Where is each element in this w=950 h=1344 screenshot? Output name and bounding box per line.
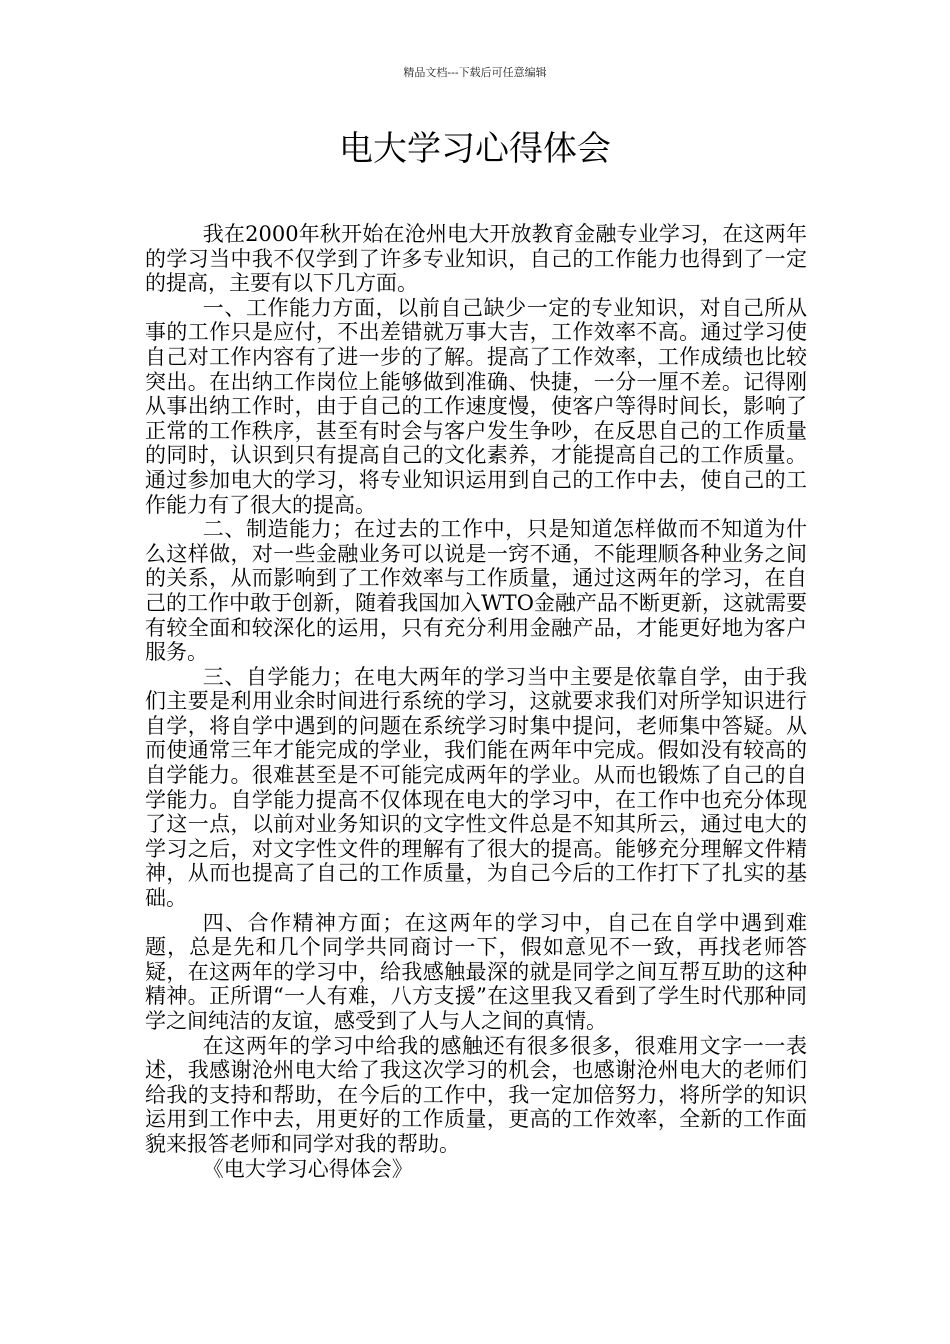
paragraph-self-study: 三、自学能力；在电大两年的学习当中主要是依靠自学，由于我们主要是利用业余时间进行系统的学习，这就要求我们对所学知识进行自学，将自学中遇到的问题在系统学习时集中提问，老师集中答疑。从而使通常三年才能完成的学业，我们能在两年中完成。假如没有较高的自学能力。很难甚至是不可能完成两年的学业。从而也锻炼了自己的自学能力。自学能力提高不仅体现在电大的学习中，在工作中也充分体现了这一点，以前对业务知识的文字性文件总是不知其所云，通过电大的学习之后，对文字性文件的理解有了很大的提高。能够充分理解文件精神，从而也提高了自己的工作质量，为自己今后的工作打下了扎实的基础。 — [145, 664, 807, 911]
paragraph-closing-title: 《电大学习心得体会》 — [202, 1156, 413, 1181]
paragraph-work-ability: 一、工作能力方面，以前自己缺少一定的专业知识，对自己所从事的工作只是应付，不出差错就万事大吉，工作效率不高。通过学习使自己对工作内容有了进一步的了解。提高了工作效率，工作成绩也比较突出。在出纳工作岗位上能够做到准确、快捷，一分一厘不差。记得刚从事出纳工作时，由于自己的工作速度慢，使客户等得时间长，影响了正常的工作秩序，甚至有时会与客户发生争吵，在反思自己的工作质量的同时，认识到只有提高自己的文化素养，才能提高自己的工作质量。通过参加电大的学习，将专业知识运用到自己的工作中去，使自己的工作能力有了很大的提高。 — [145, 295, 807, 517]
document-title: 电大学习心得体会 — [339, 129, 611, 169]
paragraph-creative-ability: 二、制造能力；在过去的工作中，只是知道怎样做而不知道为什么这样做，对一些金融业务可以说是一窍不通，不能理顺各种业务之间的关系，从而影响到了工作效率与工作质量，通过这两年的学习，在自己的工作中敢于创新，随着我国加入WTO金融产品不断更新，这就需要有较全面和较深化的运用，只有充分利用金融产品，才能更好地为客户服务。 — [145, 517, 807, 665]
header-note: 精品文档---下载后可任意编辑 — [403, 66, 547, 79]
document-body — [145, 222, 807, 1181]
paragraph-intro: 我在2000年秋开始在沧州电大开放教育金融专业学习，在这两年的学习当中我不仅学到了许多专业知识，自己的工作能力也得到了一定的提高，主要有以下几方面。 — [145, 222, 807, 296]
paragraph-conclusion: 在这两年的学习中给我的感触还有很多很多，很难用文字一一表述，我感谢沧州电大给了我这次学习的机会，也感谢沧州电大的老师们给我的支持和帮助，在今后的工作中，我一定加倍努力，将所学的知识运用到工作中去，用更好的工作质量，更高的工作效率，全新的工作面貌来报答老师和同学对我的帮助。 — [145, 1033, 807, 1156]
paragraph-teamwork: 四、合作精神方面；在这两年的学习中，自己在自学中遇到难题，总是先和几个同学共同商讨一下，假如意见不一致，再找老师答疑，在这两年的学习中，给我感触最深的就是同学之间互帮互助的这种精神。正所谓“一人有难，八方支援”在这里我又看到了学生时代那种同学之间纯洁的友谊，感受到了人与人之间的真情。 — [145, 910, 807, 1033]
